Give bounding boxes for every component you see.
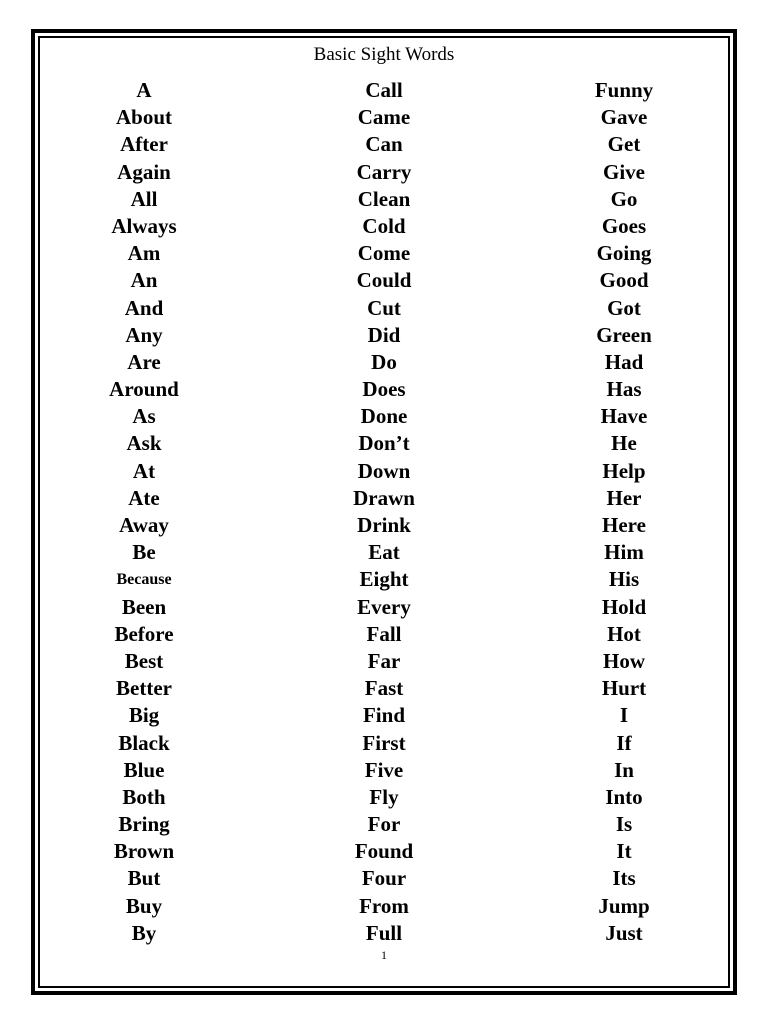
sight-word: As bbox=[132, 404, 156, 429]
sight-word: Down bbox=[357, 458, 411, 483]
sight-word: Go bbox=[610, 186, 638, 211]
sight-word: Bring bbox=[118, 812, 170, 837]
sight-word: From bbox=[359, 893, 409, 918]
sight-word: Found bbox=[354, 839, 414, 864]
sight-word: About bbox=[115, 105, 173, 130]
sight-word: Am bbox=[127, 241, 161, 266]
sight-word: It bbox=[616, 839, 632, 864]
sight-word: Ate bbox=[128, 485, 160, 510]
sight-word: Could bbox=[356, 268, 412, 293]
sight-word: Best bbox=[124, 648, 164, 673]
sight-word: He bbox=[611, 431, 637, 456]
sight-word: All bbox=[130, 186, 158, 211]
sight-word: Gave bbox=[600, 105, 648, 130]
sight-word: Got bbox=[607, 295, 641, 320]
sight-word: Good bbox=[599, 268, 649, 293]
sight-word: Help bbox=[602, 458, 646, 483]
sight-word: How bbox=[603, 648, 645, 673]
sight-word: Into bbox=[605, 784, 643, 809]
sight-word: Is bbox=[615, 812, 633, 837]
sight-word: Can bbox=[365, 132, 403, 157]
sight-word: But bbox=[127, 866, 161, 891]
sight-word: Full bbox=[365, 920, 403, 945]
sight-word: Brown bbox=[113, 839, 175, 864]
word-column-3 bbox=[514, 77, 734, 947]
sight-word: Blue bbox=[123, 757, 165, 782]
sight-word: Goes bbox=[601, 213, 647, 238]
page-number: 1 bbox=[381, 948, 387, 962]
sight-word: Clean bbox=[357, 186, 411, 211]
sight-word: Cut bbox=[367, 295, 401, 320]
sight-word: Hold bbox=[601, 594, 647, 619]
sight-word: A bbox=[136, 78, 152, 102]
sight-word: Find bbox=[362, 703, 406, 728]
sight-word: Are bbox=[127, 349, 161, 374]
sight-word: After bbox=[120, 132, 168, 157]
sight-word: Be bbox=[132, 540, 156, 565]
sight-word: Any bbox=[125, 322, 163, 347]
sight-word: Ask bbox=[126, 431, 162, 456]
sight-word: Far bbox=[367, 648, 401, 673]
sight-word: Hurt bbox=[601, 676, 647, 701]
sight-word: Hot bbox=[607, 621, 641, 646]
word-column-2 bbox=[274, 77, 494, 947]
sight-word: If bbox=[616, 730, 632, 755]
sight-word: Four bbox=[361, 866, 407, 891]
sight-word: Give bbox=[603, 159, 645, 184]
sight-word: Have bbox=[600, 404, 648, 429]
sight-word: Do bbox=[371, 349, 397, 374]
sight-word: Around bbox=[109, 377, 179, 402]
sight-word: An bbox=[130, 268, 158, 293]
sight-word: His bbox=[608, 567, 640, 592]
sight-word: Did bbox=[367, 322, 401, 347]
sight-word: Fly bbox=[369, 784, 399, 809]
sight-word: Done bbox=[360, 404, 408, 429]
sight-word: I bbox=[619, 703, 629, 728]
sight-word: Has bbox=[606, 377, 642, 402]
sight-word: Because bbox=[116, 571, 172, 589]
sight-word: And bbox=[124, 295, 164, 320]
sight-word: Eight bbox=[359, 567, 409, 592]
sight-word: First bbox=[362, 730, 406, 755]
sight-word: Buy bbox=[125, 893, 163, 918]
page-title: Basic Sight Words bbox=[313, 44, 455, 65]
sight-word: Both bbox=[122, 784, 166, 809]
sight-word: Been bbox=[121, 594, 167, 619]
sight-word: Get bbox=[607, 132, 641, 157]
sight-word: Carry bbox=[356, 159, 412, 184]
word-column-1 bbox=[34, 77, 254, 947]
sight-word: Had bbox=[604, 349, 644, 374]
sight-word: Does bbox=[362, 377, 406, 402]
sight-word: Cold bbox=[362, 213, 406, 238]
sight-word: Him bbox=[604, 540, 644, 565]
sight-word: Again bbox=[117, 159, 171, 184]
sight-word: Come bbox=[357, 241, 411, 266]
sight-word: Away bbox=[119, 513, 169, 537]
sight-word: For bbox=[367, 812, 401, 837]
sight-word: Its bbox=[612, 866, 636, 891]
sight-word: Drawn bbox=[353, 485, 415, 510]
sight-word: Five bbox=[364, 757, 404, 782]
sight-word: Just bbox=[605, 920, 643, 945]
sight-word: Big bbox=[128, 703, 160, 728]
sight-word: Fast bbox=[364, 676, 404, 701]
sight-word: Black bbox=[118, 730, 170, 755]
sight-word: Jump bbox=[598, 893, 650, 918]
sight-word: Before bbox=[114, 621, 174, 646]
sight-word: Going bbox=[596, 241, 652, 266]
sight-word: Fall bbox=[366, 621, 402, 646]
sight-word: Green bbox=[596, 322, 652, 347]
sight-word: Came bbox=[357, 105, 411, 130]
sight-word: Drink bbox=[357, 513, 411, 537]
sight-word: Don’t bbox=[358, 431, 410, 456]
sight-word: Her bbox=[606, 485, 642, 510]
sight-word: In bbox=[614, 757, 634, 782]
sight-word: Eat bbox=[368, 540, 400, 565]
sight-word: Always bbox=[111, 213, 177, 238]
sight-word: Every bbox=[357, 594, 411, 619]
sight-word: Funny bbox=[594, 78, 654, 102]
sight-word: At bbox=[132, 458, 156, 483]
sight-word: By bbox=[131, 920, 157, 945]
sight-word: Here bbox=[602, 513, 646, 537]
sight-word: Call bbox=[365, 78, 403, 102]
sight-word: Better bbox=[116, 676, 172, 701]
